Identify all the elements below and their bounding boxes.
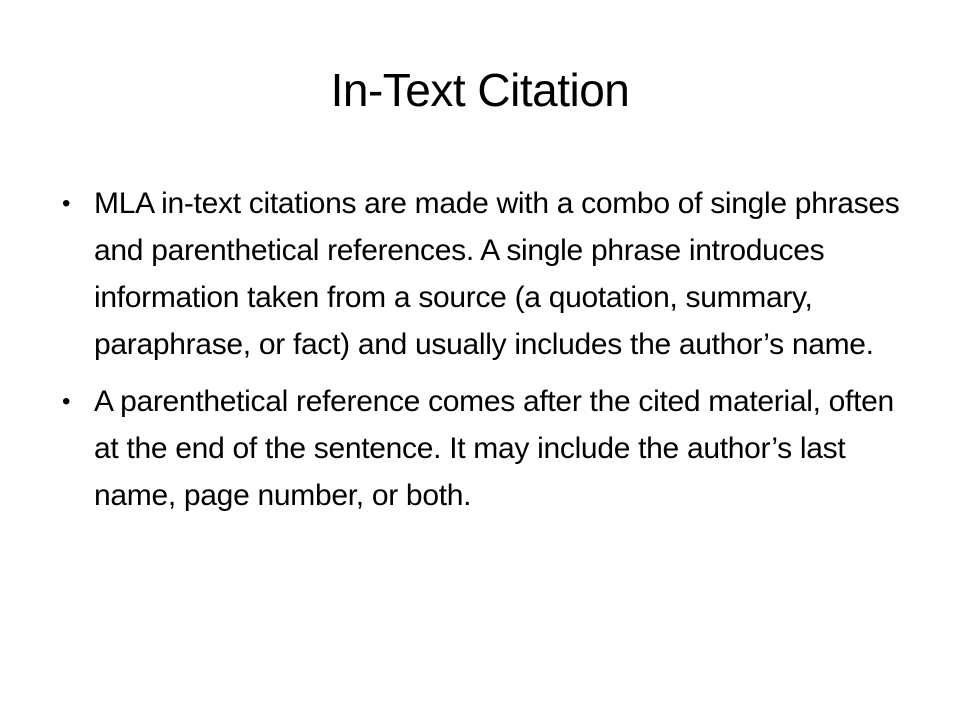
bullet-text: MLA in-text citations are made with a combo of single phrases and parenthetical references. A single phrase introduces information taken from a source (a quotation, summary, paraphrase, or fact) and usually includes the author’s name. <box>94 187 900 361</box>
bullet-list <box>62 180 902 529</box>
slide-title: In-Text Citation <box>330 64 630 116</box>
bullet-icon: • <box>62 190 71 217</box>
bullet-text: A parenthetical reference comes after the cited material, often at the end of the sentence. It may include the author’s last name, page number, or both. <box>94 385 894 512</box>
bullet-item <box>62 378 902 519</box>
bullet-icon: • <box>62 388 71 415</box>
bullet-item <box>62 180 902 368</box>
